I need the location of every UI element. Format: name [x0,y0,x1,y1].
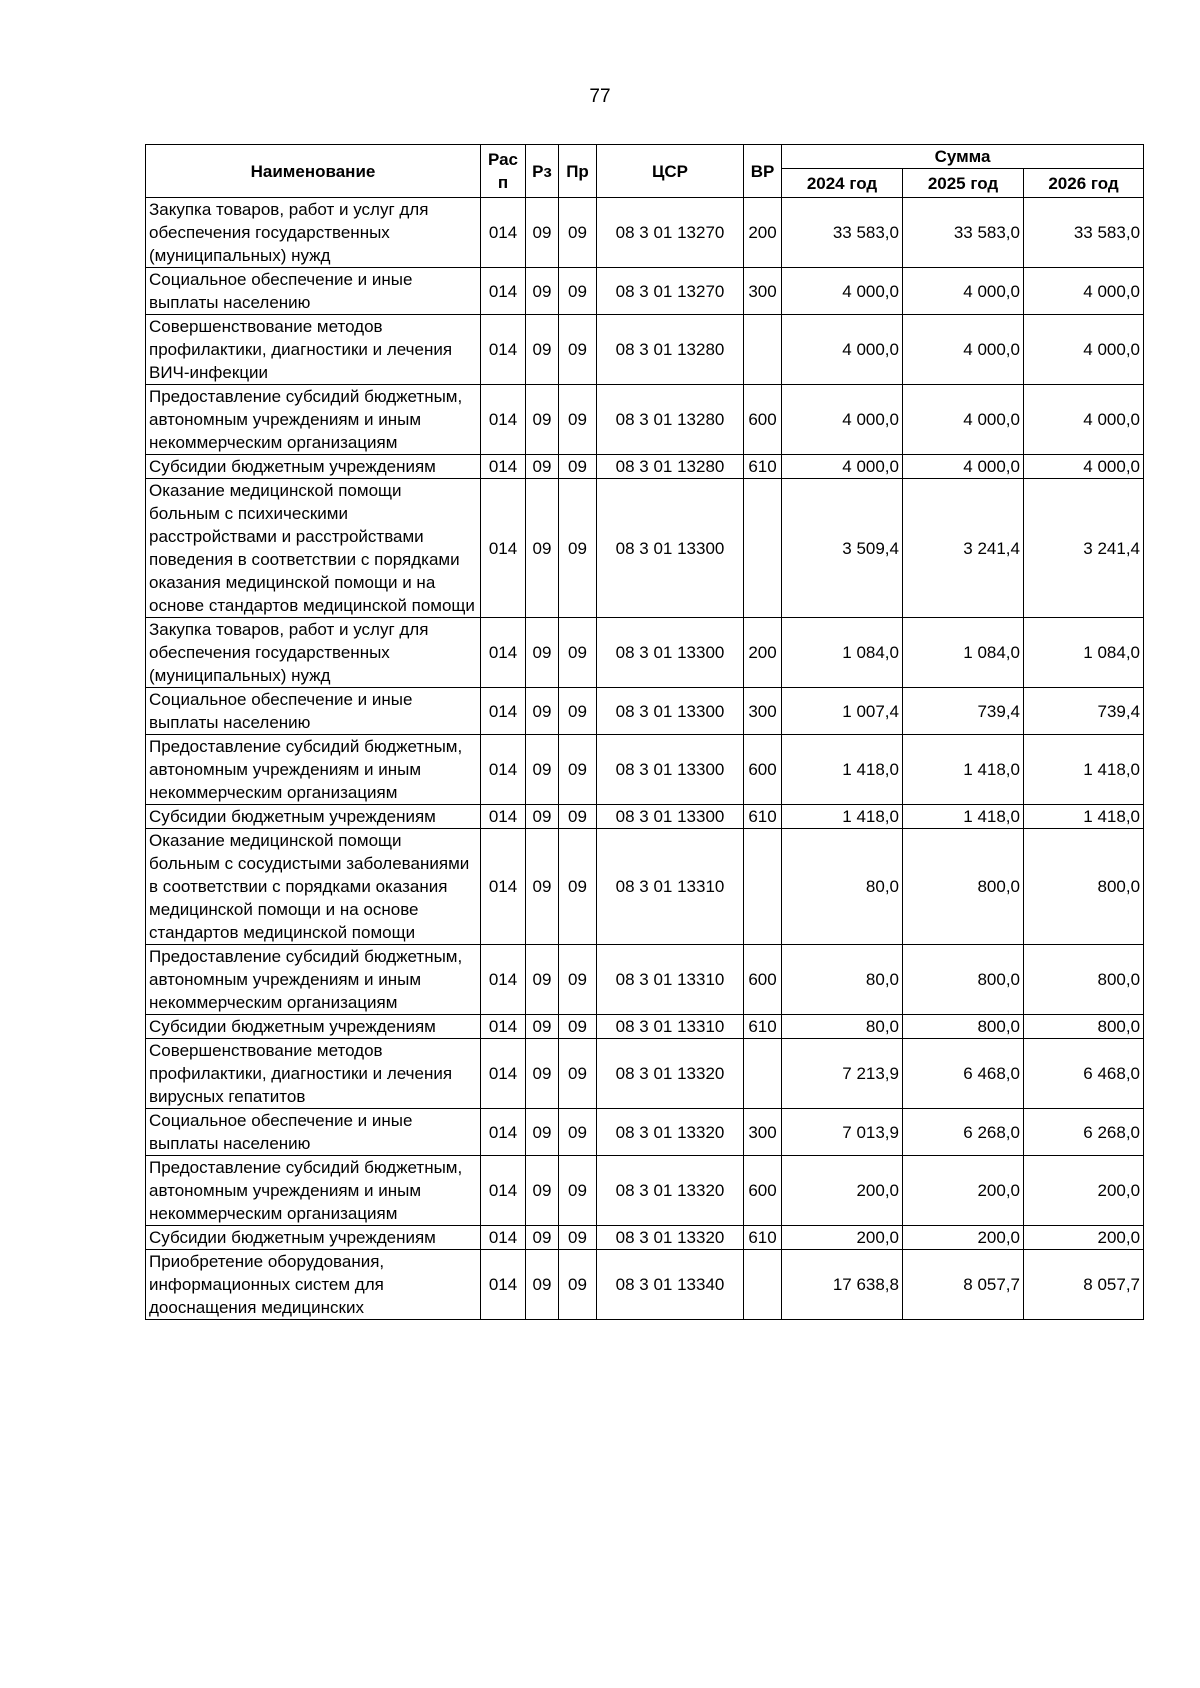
cell-rz: 09 [526,315,559,385]
cell-name: Субсидии бюджетным учреждениям [146,805,481,829]
cell-sum-2026: 4 000,0 [1024,455,1144,479]
cell-vr: 600 [744,385,782,455]
table-row [146,268,1144,315]
cell-name: Совершенствование методов профилактики, диагностики и лечения ВИЧ-инфекции [146,315,481,385]
cell-name: Предоставление субсидий бюджетным, автономным учреждениям и иным некоммерческим организациям [146,945,481,1015]
header-rasp: Рас п [481,145,526,198]
cell-rz: 09 [526,1156,559,1226]
cell-csr: 08 3 01 13310 [597,829,744,945]
cell-name: Социальное обеспечение и иные выплаты населению [146,1109,481,1156]
header-year-2024: 2024 год [782,169,903,198]
cell-csr: 08 3 01 13320 [597,1226,744,1250]
cell-sum-2024: 1 418,0 [782,805,903,829]
table-row [146,945,1144,1015]
cell-rz: 09 [526,385,559,455]
cell-sum-2026: 3 241,4 [1024,479,1144,618]
cell-vr: 200 [744,198,782,268]
cell-rasp: 014 [481,805,526,829]
cell-sum-2026: 8 057,7 [1024,1250,1144,1320]
table-row [146,1109,1144,1156]
cell-rz: 09 [526,479,559,618]
budget-table [145,144,1144,1320]
table-row [146,618,1144,688]
cell-rasp: 014 [481,1250,526,1320]
cell-sum-2025: 1 084,0 [903,618,1024,688]
header-pr: Пр [559,145,597,198]
header-name: Наименование [146,145,481,198]
cell-sum-2025: 739,4 [903,688,1024,735]
cell-sum-2025: 4 000,0 [903,268,1024,315]
header-year-2026: 2026 год [1024,169,1144,198]
cell-sum-2026: 6 468,0 [1024,1039,1144,1109]
cell-sum-2024: 7 013,9 [782,1109,903,1156]
cell-name: Социальное обеспечение и иные выплаты населению [146,688,481,735]
cell-sum-2024: 7 213,9 [782,1039,903,1109]
table-row [146,385,1144,455]
cell-rasp: 014 [481,479,526,618]
cell-pr: 09 [559,1156,597,1226]
cell-sum-2026: 4 000,0 [1024,268,1144,315]
table-row [146,1226,1144,1250]
cell-vr: 610 [744,455,782,479]
cell-sum-2026: 1 084,0 [1024,618,1144,688]
table-row [146,688,1144,735]
cell-csr: 08 3 01 13320 [597,1039,744,1109]
cell-csr: 08 3 01 13300 [597,479,744,618]
cell-sum-2024: 4 000,0 [782,268,903,315]
cell-rasp: 014 [481,1226,526,1250]
cell-name: Социальное обеспечение и иные выплаты населению [146,268,481,315]
cell-rz: 09 [526,829,559,945]
cell-pr: 09 [559,1250,597,1320]
cell-name: Субсидии бюджетным учреждениям [146,455,481,479]
cell-sum-2025: 1 418,0 [903,805,1024,829]
cell-pr: 09 [559,455,597,479]
cell-name: Закупка товаров, работ и услуг для обеспечения государственных (муниципальных) нужд [146,618,481,688]
header-vr: ВР [744,145,782,198]
cell-sum-2025: 4 000,0 [903,315,1024,385]
cell-sum-2026: 800,0 [1024,1015,1144,1039]
cell-sum-2026: 200,0 [1024,1226,1144,1250]
cell-sum-2024: 1 007,4 [782,688,903,735]
cell-name: Субсидии бюджетным учреждениям [146,1015,481,1039]
cell-pr: 09 [559,688,597,735]
cell-sum-2026: 800,0 [1024,945,1144,1015]
cell-sum-2026: 1 418,0 [1024,735,1144,805]
cell-sum-2025: 200,0 [903,1156,1024,1226]
cell-csr: 08 3 01 13280 [597,315,744,385]
cell-name: Оказание медицинской помощи больным с психическими расстройствами и расстройствами поведения в соответствии с порядками оказания медицинской помощи и на основе стандартов медицинской помощи [146,479,481,618]
cell-sum-2026: 4 000,0 [1024,315,1144,385]
header-rz: Рз [526,145,559,198]
table-row [146,1015,1144,1039]
header-csr: ЦСР [597,145,744,198]
cell-sum-2026: 6 268,0 [1024,1109,1144,1156]
cell-sum-2024: 80,0 [782,945,903,1015]
cell-vr: 610 [744,1015,782,1039]
cell-csr: 08 3 01 13270 [597,268,744,315]
cell-rz: 09 [526,735,559,805]
cell-rasp: 014 [481,735,526,805]
cell-rasp: 014 [481,385,526,455]
table-row [146,805,1144,829]
cell-sum-2024: 80,0 [782,1015,903,1039]
cell-rz: 09 [526,455,559,479]
cell-sum-2024: 4 000,0 [782,315,903,385]
cell-pr: 09 [559,1226,597,1250]
cell-csr: 08 3 01 13300 [597,805,744,829]
cell-name: Оказание медицинской помощи больным с сосудистыми заболеваниями в соответствии с порядками оказания медицинской помощи и на основе стандартов медицинской помощи [146,829,481,945]
cell-vr [744,829,782,945]
cell-rz: 09 [526,1015,559,1039]
cell-rz: 09 [526,268,559,315]
cell-sum-2026: 4 000,0 [1024,385,1144,455]
cell-csr: 08 3 01 13310 [597,1015,744,1039]
cell-sum-2024: 3 509,4 [782,479,903,618]
cell-sum-2024: 4 000,0 [782,385,903,455]
cell-sum-2025: 3 241,4 [903,479,1024,618]
cell-sum-2024: 80,0 [782,829,903,945]
cell-rz: 09 [526,1109,559,1156]
cell-name: Закупка товаров, работ и услуг для обеспечения государственных (муниципальных) нужд [146,198,481,268]
cell-rasp: 014 [481,618,526,688]
table-row [146,479,1144,618]
cell-sum-2025: 4 000,0 [903,455,1024,479]
cell-csr: 08 3 01 13300 [597,688,744,735]
cell-sum-2025: 6 468,0 [903,1039,1024,1109]
cell-rz: 09 [526,805,559,829]
cell-rz: 09 [526,945,559,1015]
cell-sum-2025: 1 418,0 [903,735,1024,805]
cell-vr: 300 [744,268,782,315]
cell-csr: 08 3 01 13280 [597,385,744,455]
cell-vr [744,479,782,618]
cell-csr: 08 3 01 13340 [597,1250,744,1320]
cell-vr: 300 [744,688,782,735]
cell-sum-2024: 1 084,0 [782,618,903,688]
cell-rasp: 014 [481,1109,526,1156]
cell-name: Предоставление субсидий бюджетным, автономным учреждениям и иным некоммерческим организациям [146,385,481,455]
cell-sum-2026: 33 583,0 [1024,198,1144,268]
cell-vr [744,315,782,385]
cell-sum-2025: 6 268,0 [903,1109,1024,1156]
cell-rasp: 014 [481,1015,526,1039]
table-body [146,198,1144,1320]
cell-rz: 09 [526,198,559,268]
cell-vr [744,1039,782,1109]
cell-sum-2025: 33 583,0 [903,198,1024,268]
table-row [146,198,1144,268]
cell-sum-2026: 1 418,0 [1024,805,1144,829]
cell-sum-2026: 800,0 [1024,829,1144,945]
cell-sum-2024: 4 000,0 [782,455,903,479]
cell-sum-2025: 4 000,0 [903,385,1024,455]
cell-csr: 08 3 01 13310 [597,945,744,1015]
cell-pr: 09 [559,1015,597,1039]
cell-csr: 08 3 01 13300 [597,618,744,688]
cell-csr: 08 3 01 13320 [597,1156,744,1226]
cell-vr: 600 [744,1156,782,1226]
cell-sum-2024: 200,0 [782,1156,903,1226]
cell-rasp: 014 [481,1156,526,1226]
cell-rasp: 014 [481,1039,526,1109]
cell-name: Предоставление субсидий бюджетным, автономным учреждениям и иным некоммерческим организациям [146,735,481,805]
cell-sum-2026: 200,0 [1024,1156,1144,1226]
cell-pr: 09 [559,315,597,385]
cell-name: Приобретение оборудования, информационных систем для дооснащения медицинских [146,1250,481,1320]
cell-pr: 09 [559,829,597,945]
cell-rasp: 014 [481,688,526,735]
table-row [146,829,1144,945]
cell-pr: 09 [559,805,597,829]
cell-rz: 09 [526,1226,559,1250]
cell-sum-2024: 200,0 [782,1226,903,1250]
cell-vr: 610 [744,805,782,829]
cell-vr: 600 [744,945,782,1015]
cell-sum-2026: 739,4 [1024,688,1144,735]
table-row [146,455,1144,479]
header-row [146,145,1144,169]
cell-csr: 08 3 01 13320 [597,1109,744,1156]
cell-pr: 09 [559,479,597,618]
cell-sum-2024: 33 583,0 [782,198,903,268]
table-row [146,1039,1144,1109]
cell-pr: 09 [559,1109,597,1156]
cell-rz: 09 [526,1039,559,1109]
cell-vr: 300 [744,1109,782,1156]
cell-sum-2025: 800,0 [903,829,1024,945]
cell-sum-2025: 200,0 [903,1226,1024,1250]
page-number: 77 [589,86,611,107]
cell-rasp: 014 [481,198,526,268]
cell-rasp: 014 [481,268,526,315]
table-row [146,315,1144,385]
cell-sum-2025: 8 057,7 [903,1250,1024,1320]
cell-rasp: 014 [481,315,526,385]
cell-pr: 09 [559,385,597,455]
cell-vr [744,1250,782,1320]
cell-name: Совершенствование методов профилактики, диагностики и лечения вирусных гепатитов [146,1039,481,1109]
cell-rasp: 014 [481,829,526,945]
cell-name: Предоставление субсидий бюджетным, автономным учреждениям и иным некоммерческим организациям [146,1156,481,1226]
cell-csr: 08 3 01 13300 [597,735,744,805]
cell-sum-2024: 1 418,0 [782,735,903,805]
cell-vr: 200 [744,618,782,688]
cell-rz: 09 [526,1250,559,1320]
cell-rz: 09 [526,688,559,735]
cell-sum-2025: 800,0 [903,945,1024,1015]
header-sum: Сумма [782,145,1144,169]
cell-rz: 09 [526,618,559,688]
cell-rasp: 014 [481,455,526,479]
table-row [146,735,1144,805]
cell-name: Субсидии бюджетным учреждениям [146,1226,481,1250]
table-row [146,1156,1144,1226]
cell-pr: 09 [559,268,597,315]
cell-csr: 08 3 01 13270 [597,198,744,268]
cell-pr: 09 [559,945,597,1015]
cell-vr: 610 [744,1226,782,1250]
cell-csr: 08 3 01 13280 [597,455,744,479]
table-row [146,1250,1144,1320]
cell-sum-2024: 17 638,8 [782,1250,903,1320]
cell-sum-2025: 800,0 [903,1015,1024,1039]
cell-vr: 600 [744,735,782,805]
cell-pr: 09 [559,735,597,805]
cell-pr: 09 [559,1039,597,1109]
cell-pr: 09 [559,198,597,268]
cell-rasp: 014 [481,945,526,1015]
cell-pr: 09 [559,618,597,688]
header-year-2025: 2025 год [903,169,1024,198]
